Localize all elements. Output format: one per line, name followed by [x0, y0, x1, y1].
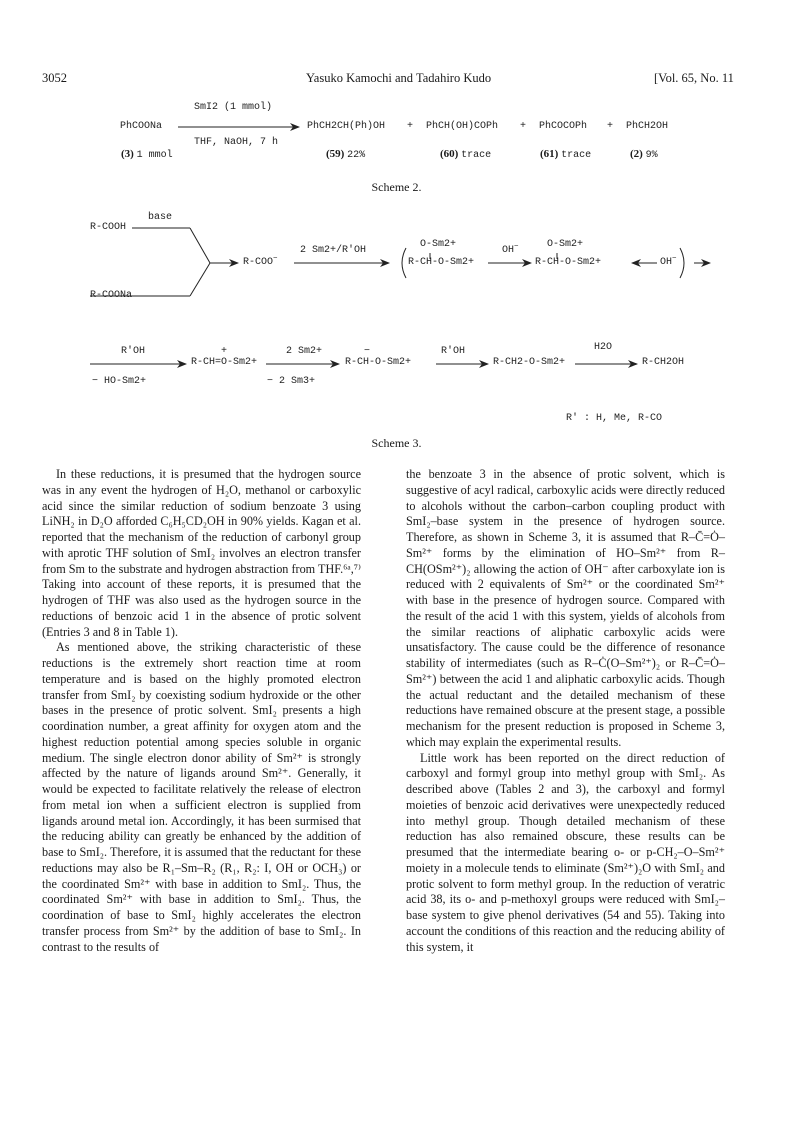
oxocarbenium: R-CH=O-Sm2+: [191, 357, 258, 368]
alkoxide: R-CH2-O-Sm2+: [493, 357, 566, 368]
product-2: PhCH2OH: [626, 121, 669, 132]
carboxylate-anion: R-COO: [243, 257, 274, 268]
intermediate-1: R-CH-O-Sm2+: [408, 257, 475, 268]
paragraph: Little work has been reported on the direct reduction of carboxyl and formyl group into methyl group with SmI₂. As described above (Tables 2 and 3), the carboxyl and formyl moieties of benzoic acid derivatives were unexpectedly reduced into methyl group. Though detailed mechanism of these reduction has also remained obscure, these results can be presumed that the intermediate bearing o- or p-CH₂–O–Sm²⁺ moiety in a molecule tends to eliminate (Sm²⁺)₂O with SmI₂ and protic solvent to form methyl group. In the reduction of veratric acid 38, its o- and p-methoxyl groups were reduced with SmI₂–base system to give phenol derivatives (54 and 55). Taking into account the conditions of this reaction and the reducing ability of this system, it: [406, 750, 725, 954]
plus-charge: +: [221, 346, 228, 357]
row2-reagent-sm: 2 Sm2+: [286, 346, 323, 357]
compound-number: (3): [121, 148, 134, 160]
row2-reagent-roh-2: R'OH: [441, 346, 466, 357]
scheme-2-caption: Scheme 2.: [371, 180, 422, 194]
row2-sm3-release: − 2 Sm3+: [267, 376, 316, 387]
left-column: [42, 467, 361, 955]
product-61: PhCOCOPh: [539, 121, 588, 132]
carboxylate-salt: R-COONa: [90, 290, 133, 301]
plus-sign: +: [407, 121, 414, 132]
product-59: PhCH2CH(Ph)OH: [307, 121, 386, 132]
plus-sign: +: [520, 121, 527, 132]
product-60: PhCH(OH)COPh: [426, 121, 499, 132]
alcohol-product: R-CH2OH: [642, 357, 685, 368]
minus-charge: −: [364, 346, 371, 357]
yield: trace: [561, 150, 592, 161]
plus-sign: +: [607, 121, 614, 132]
yield: 22%: [347, 150, 366, 161]
intermediate-1-substituent: O-Sm2+: [420, 239, 457, 250]
yield: 9%: [645, 150, 658, 161]
hydroxide: OH: [660, 257, 673, 268]
r-prime-legend: R' : H, Me, R-CO: [566, 413, 663, 424]
row2-reagent-water: H2O: [594, 342, 613, 353]
amount: 1 mmol: [136, 150, 173, 161]
reactant: PhCOONa: [120, 121, 163, 132]
paragraph: As mentioned above, the striking characteristic of these reductions is the extremely short reaction time at room temperature and is based on the highly promoted electron transfer from SmI₂ by coexisting sodium hydroxide or the other bases in the presence of protic solvent. SmI₂ presents a high coordination number, a great affinity for oxygen atom and the highest reduction potential among species soluble in organic medium. The single electron donor ability of Sm²⁺ is strongly affected by the nature of ligands around Sm²⁺. Generally, it would be expected to facilitate relatively the release of electron from metal ion when a sufficient electron is supplied from ligands around metal ion. Accordingly, it has been surmised that the reducing ability can greatly be enhanced by the addition of base to SmI₂. Therefore, it is assumed that the reductant for these reductions may also be R₁–Sm–R₂ (R₁, R₂: I, OH or OCH₃) or the coordinated Sm²⁺ with base in addition to SmI₂. Thus, the coordinated Sm²⁺ with base in addition to SmI₂. Thus, the coordination of base to SmI₂ highly accelerates the electron transfer process from Sm²⁺ by the addition of base to SmI₂. In contrast to the results of: [42, 640, 361, 954]
paragraph: In these reductions, it is presumed that the hydrogen source was in any event the hydrogen of H₂O, methanol or carboxylic acid since the similar reduction of sodium benzoate 3 using LiNH₂ in D₂O afforded C₆H₅CD₂OH in 90% yields. Kagan et al. reported that the mechanism of the reduction of carbonyl group with aprotic THF solution of SmI₂ involves an electron transfer from Sm to the substrate and hydrogen abstraction from THF.⁶ᵃ,⁷⁾ Taking into account of these reports, it is presumed that the hydrogen of THF was also used as the hydrogen source in the reductions of benzoic acid 1 in the absence of protic solvent (Entries 3 and 8 in Table 1).: [42, 467, 361, 639]
row2-elimination: − HO-Sm2+: [92, 376, 147, 387]
carbanion: R-CH-O-Sm2+: [345, 357, 412, 368]
base-label: base: [148, 212, 173, 223]
reagent-top: SmI2 (1 mmol): [194, 102, 273, 113]
scheme-3-caption: Scheme 3.: [371, 436, 422, 450]
compound-number: (61): [540, 148, 559, 160]
reagent-bottom: THF, NaOH, 7 h: [194, 137, 279, 148]
paragraph: the benzoate 3 in the absence of protic solvent, which is suggestive of acyl radical, carboxylic acids were directly reduced to alcohols without the carbon–carbon coupling product with SmI₂–base system in the presence of hydrogen source. Therefore, as shown in Scheme 3, it is assumed that R–C̄=Ȯ–Sm²⁺ forms by the elimination of HO–Sm²⁺ from R–CH(OSm²⁺)₂ allowing the action of OH⁻ after carboxylate ion is reduced with 2 equivalents of Sm²⁺ or the coordinated Sm²⁺ with base in the presence of hydrogen source. Compared with the result of the acid 1 with this system, yields of alcohols from the similar reactions of aliphatic carboxylic acids were unsatisfactory. The cause could be the difference of resonance stability of intermediates (such as R–Ċ(O–Sm²⁺)₂ or R–C̄=Ȯ–Sm²⁺) between the acid 1 and aliphatic carboxylic acids. Though the actual reductant and the detailed mechanism of these reductions have remained obscure at the present stage, a possible mechanism for the present reduction is proposed in Scheme 3, which may explain the experimental results.: [406, 467, 725, 749]
right-column: [406, 467, 725, 955]
intermediate-2: R-CH-O-Sm2+: [535, 257, 602, 268]
yield: trace: [461, 150, 492, 161]
running-title: Yasuko Kamochi and Tadahiro Kudo: [306, 71, 492, 85]
compound-number: (59): [326, 148, 345, 160]
intermediate-2-substituent: O-Sm2+: [547, 239, 584, 250]
volume-info: [Vol. 65, No. 11: [654, 71, 734, 85]
page-number: 3052: [42, 71, 67, 85]
hydroxide-label: OH: [502, 245, 515, 256]
row2-reagent-roh: R'OH: [121, 346, 146, 357]
reagent-sm-roh: 2 Sm2+/R'OH: [300, 245, 367, 256]
compound-number: (2): [630, 148, 643, 160]
compound-number: (60): [440, 148, 459, 160]
carboxylic-acid: R-COOH: [90, 222, 127, 233]
